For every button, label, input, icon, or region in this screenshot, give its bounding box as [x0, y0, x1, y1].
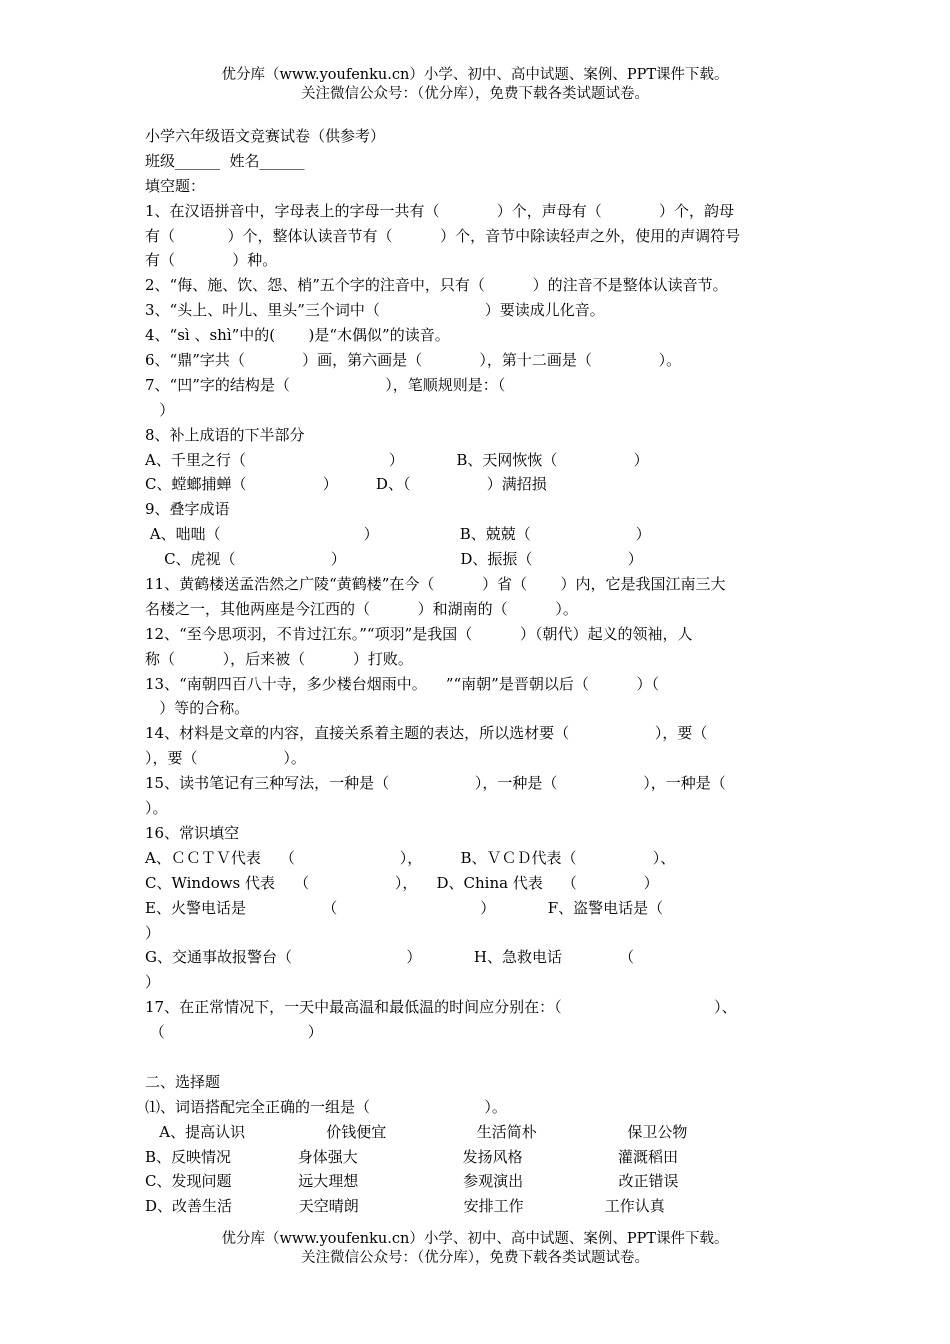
exam-line: 6、“鼎”字共（ ）画，第六画是（ ），第十二画是（ ）。: [145, 351, 682, 370]
exam-line: 12、“至今思项羽，不肯过江东。”“项羽”是我国（ ）（朝代）起义的领袖，人: [145, 624, 693, 643]
exam-line: 2、“侮、施、饮、怨、梢”五个字的注音中，只有（ ）的注音不是整体认读音节。: [145, 276, 728, 295]
page-footer: [0, 1230, 950, 1268]
exam-line: ）。: [145, 799, 168, 818]
exam-line: B、反映情况 身体强大 发扬风格 灌溉稻田: [145, 1147, 679, 1166]
exam-line: 8、补上成语的下半部分: [145, 425, 305, 444]
exam-line: 有（ ）种。: [145, 251, 278, 270]
exam-line: 3、“头上、叶儿、里头”三个词中（ ）要读成儿化音。: [145, 301, 605, 320]
exam-line: 15、读书笔记有三种写法，一种是（ ），一种是（ ），一种是（: [145, 774, 726, 793]
exam-line: A、ＣＣＴＶ代表 （ ）， B、ＶＣＤ代表（ ）、: [145, 848, 676, 867]
exam-line: 班级______ 姓名______: [145, 151, 305, 170]
exam-line: 1、在汉语拼音中，字母表上的字母一共有（ ）个，声母有（ ）个，韵母: [145, 201, 734, 220]
exam-line: 13、“南朝四百八十寺，多少楼台烟雨中。 ”“南朝”是晋朝以后（ ）（: [145, 674, 660, 693]
exam-line: 有（ ）个，整体认读音节有（ ）个，音节中除读轻声之外，使用的声调符号: [145, 226, 741, 245]
exam-line: 二、选择题: [145, 1072, 221, 1091]
exam-line: ）: [145, 923, 161, 942]
exam-line: 7、“凹”字的结构是（ ），笔顺规则是：（: [145, 375, 506, 394]
exam-line: ），要（ ）。: [145, 749, 306, 768]
exam-line: C、发现问题 远大理想 参观演出 改正错误: [145, 1172, 679, 1191]
exam-line: A、提高认识 价钱便宜 生活简朴 保卫公物: [145, 1122, 688, 1141]
exam-line: C、虎视（ ） D、振振（ ）: [145, 550, 643, 569]
footer-line-2: 关注微信公众号：（优分库），免费下载各类试题试卷。: [301, 1250, 649, 1266]
header-line-1: 优分库（www.youfenku.cn）小学、初中、高中试题、案例、PPT课件下载。: [221, 67, 729, 83]
exam-line: （ ）: [145, 1023, 323, 1042]
header-line-2: 关注微信公众号：（优分库），免费下载各类试题试卷。: [301, 86, 649, 102]
exam-line: A、千里之行（ ） B、天网恢恢（ ）: [145, 450, 649, 469]
exam-line: 小学六年级语文竞赛试卷（供参考）: [145, 127, 386, 145]
exam-line: 填空题：: [145, 176, 206, 195]
exam-line: ⑴、词语搭配完全正确的一组是（ ）。: [145, 1097, 507, 1116]
exam-line: C、Windows 代表 （ ）， D、China 代表 （ ）: [145, 873, 659, 892]
exam-line: 16、常识填空: [145, 823, 240, 842]
exam-line: E、火警电话是 （ ） F、盗警电话是（: [145, 898, 664, 917]
exam-line: 14、材料是文章的内容，直接关系着主题的表达，所以选材要（ ），要（: [145, 724, 708, 743]
exam-line: 17、在正常情况下，一天中最高温和最低温的时间应分别在：（ ）、: [145, 998, 737, 1017]
exam-line: D、改善生活 天空晴朗 安排工作 工作认真: [145, 1197, 665, 1216]
footer-line-1: 优分库（www.youfenku.cn）小学、初中、高中试题、案例、PPT课件下载。: [221, 1231, 729, 1247]
exam-line: 4、“sì 、shì”中的( )是“木偶似”的读音。: [145, 326, 450, 345]
exam-line: 称（ ），后来被（ ）打败。: [145, 649, 413, 668]
page-header: [0, 66, 950, 104]
exam-line: G、交通事故报警台（ ） H、急救电话 （: [145, 948, 635, 967]
exam-line: 名楼之一，其他两座是今江西的（ ）和湖南的（ ）。: [145, 599, 578, 618]
exam-line: ）等的合称。: [145, 699, 250, 718]
exam-line: 11、黄鹤楼送孟浩然之广陵“黄鹤楼”在今（ ）省（ ）内，它是我国江南三大: [145, 575, 726, 594]
exam-line: ）: [145, 400, 175, 419]
exam-line: [145, 1045, 810, 1070]
exam-line: ）: [145, 973, 161, 992]
exam-content: [145, 124, 810, 1219]
exam-line: C、螳螂捕蝉（ ） D、（ ）满招损: [145, 475, 547, 494]
exam-line: A、咄咄（ ） B、兢兢（ ）: [145, 525, 651, 544]
exam-line: 9、叠字成语: [145, 500, 230, 519]
